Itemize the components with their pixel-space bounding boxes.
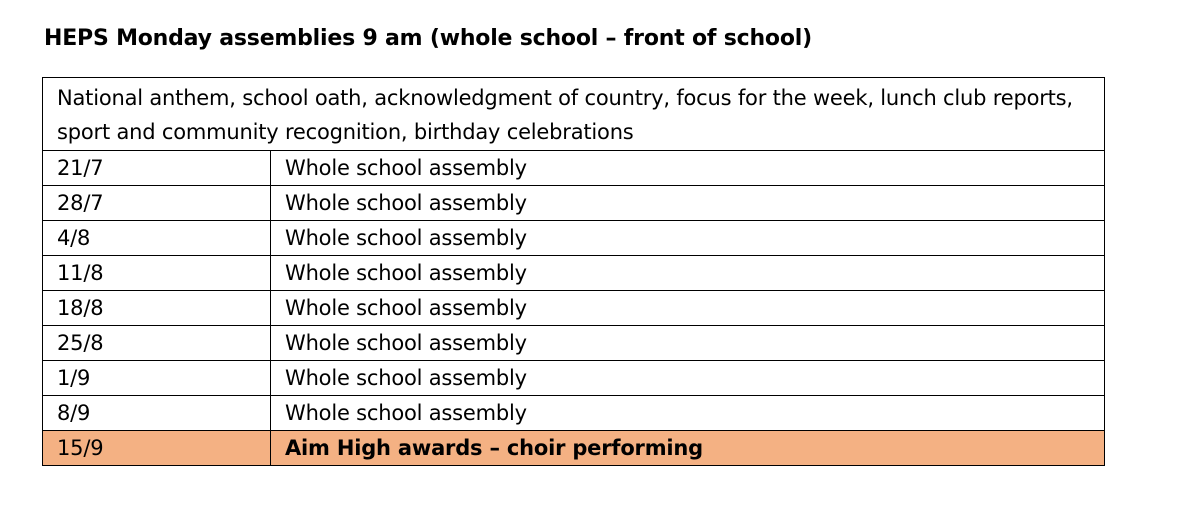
date-cell: 21/7 — [43, 151, 271, 186]
event-cell: Aim High awards – choir performing — [271, 431, 1105, 466]
date-cell: 1/9 — [43, 361, 271, 396]
event-cell: Whole school assembly — [271, 186, 1105, 221]
event-cell: Whole school assembly — [271, 361, 1105, 396]
intro-row — [43, 78, 1105, 151]
table-row — [43, 256, 1105, 291]
event-cell: Whole school assembly — [271, 326, 1105, 361]
document-title: HEPS Monday assemblies 9 am (whole school – front of school) — [44, 26, 812, 51]
date-cell: 4/8 — [43, 221, 271, 256]
table-row-highlighted — [43, 431, 1105, 466]
table-row — [43, 221, 1105, 256]
date-cell: 25/8 — [43, 326, 271, 361]
date-cell: 8/9 — [43, 396, 271, 431]
table-row — [43, 361, 1105, 396]
assembly-schedule-table — [42, 77, 1105, 466]
date-cell: 28/7 — [43, 186, 271, 221]
event-cell: Whole school assembly — [271, 396, 1105, 431]
event-cell: Whole school assembly — [271, 256, 1105, 291]
table-row — [43, 186, 1105, 221]
date-cell: 18/8 — [43, 291, 271, 326]
table-row — [43, 151, 1105, 186]
event-cell: Whole school assembly — [271, 291, 1105, 326]
intro-cell: National anthem, school oath, acknowledgment of country, focus for the week, lunch club reports, sport and community recognition, birthday celebrations — [43, 78, 1105, 151]
event-cell: Whole school assembly — [271, 221, 1105, 256]
date-cell: 15/9 — [43, 431, 271, 466]
table-row — [43, 396, 1105, 431]
table-row — [43, 326, 1105, 361]
event-cell: Whole school assembly — [271, 151, 1105, 186]
date-cell: 11/8 — [43, 256, 271, 291]
table-row — [43, 291, 1105, 326]
